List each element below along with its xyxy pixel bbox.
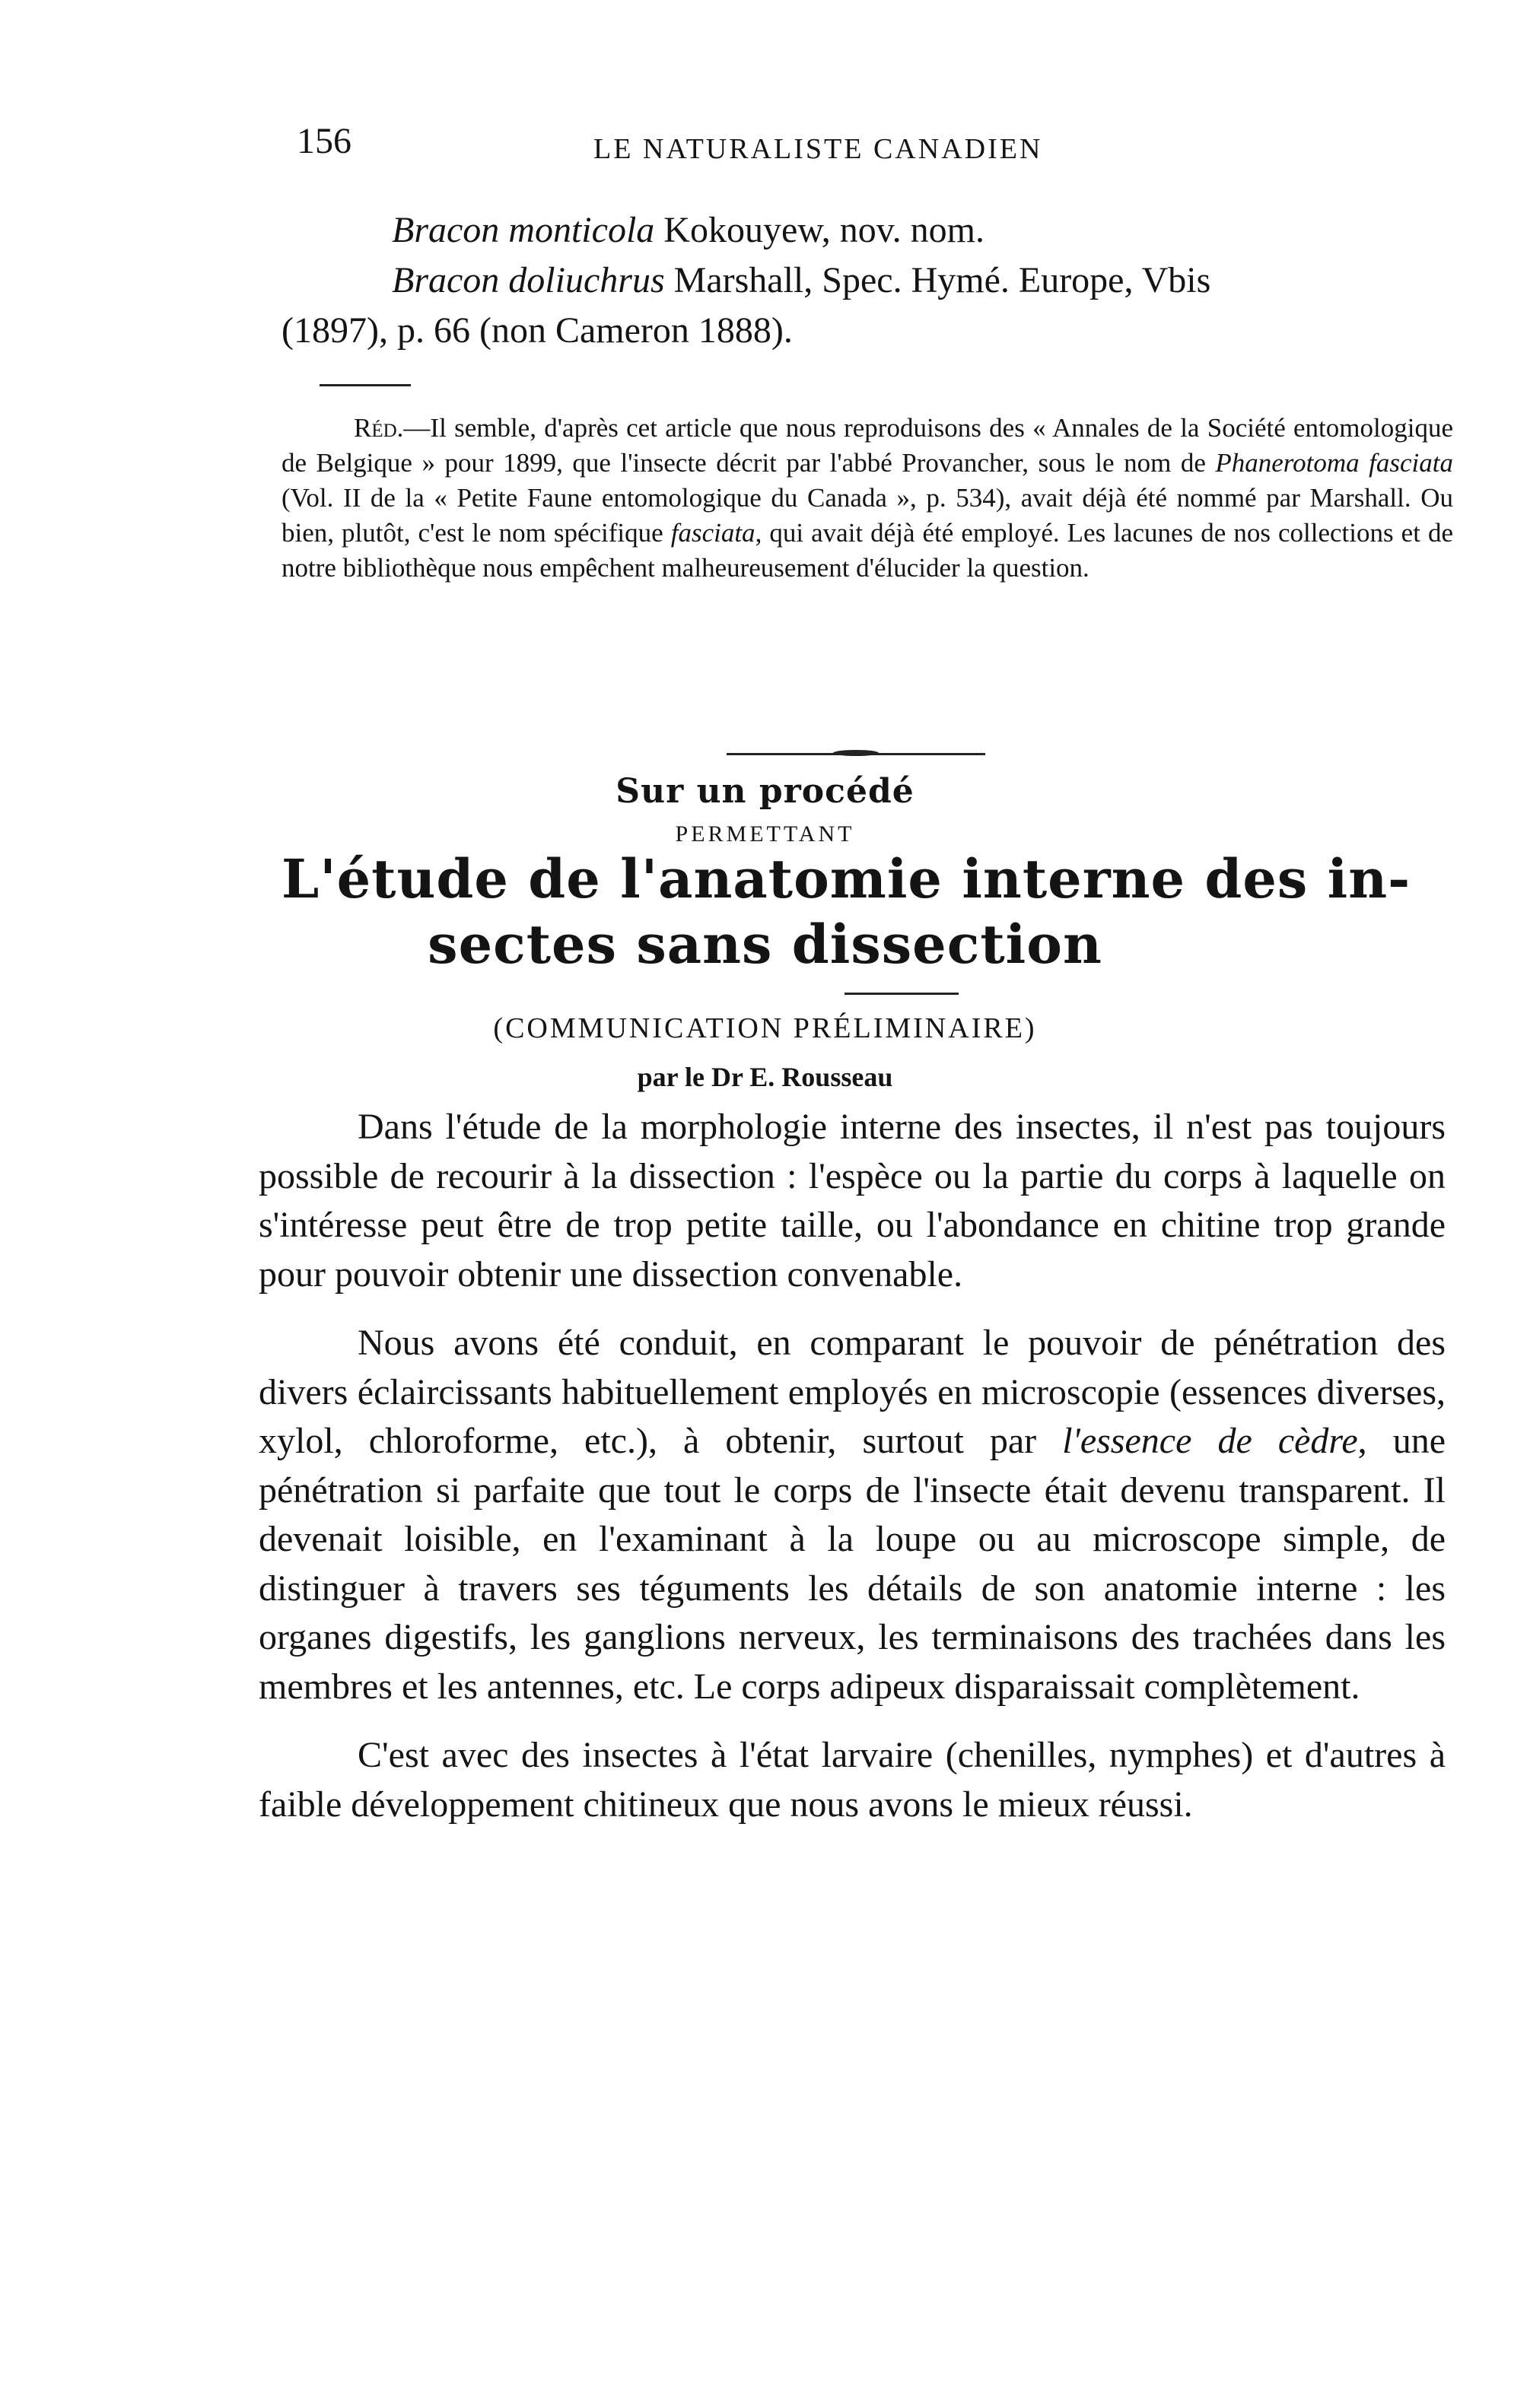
- reference-text: Kokouyew, nov. nom.: [663, 210, 985, 250]
- article-title-line2: sectes sans dissection: [428, 913, 1102, 976]
- note-label: Réd.: [354, 413, 404, 443]
- article-kicker: Sur un procédé: [615, 772, 915, 811]
- note-specific-name: fasciata: [670, 518, 755, 548]
- reference-text: Marshall, Spec. Hymé. Europe, Vbis: [673, 260, 1211, 300]
- note-species: Phanerotoma fasciata: [1215, 448, 1453, 478]
- reference-line: [282, 205, 1468, 256]
- reference-line: [282, 256, 1468, 306]
- editorial-note: [282, 411, 1453, 586]
- species-references: [282, 205, 1468, 356]
- ornamental-divider: [727, 753, 985, 755]
- article-title-line1: L'étude de l'anatomie interne des in-: [282, 847, 1411, 910]
- note-text: —Il semble, d'après cet article que nous reproduisons des « Annales de la Société entomologique de Belgique » pour 1899, que l'insecte décrit par l'abbé Provancher, sous le nom de: [282, 413, 1453, 478]
- section-rule: [320, 384, 411, 386]
- page-number: 156: [297, 121, 351, 161]
- species-name: Bracon doliuchrus: [392, 260, 665, 300]
- paragraph: [259, 1319, 1446, 1711]
- paragraph-text: Nous avons été conduit, en comparant le pouvoir de pénétration des divers éclaircissants habituellement employés en microscopie (essences diverses, xylol, chloroforme, etc.), à obtenir, surtout par: [259, 1323, 1446, 1461]
- title-rule: [845, 993, 959, 995]
- paragraph-text: , une pénétration si parfaite que tout le corps de l'insecte était devenu transparent. Il devenait loisible, en l'examinant à la loupe ou au microscope simple, de distinguer à travers ses téguments les détails de son anatomie interne : les organes digestifs, les ganglions nerveux, les terminaisons des trachées dans les membres et les antennes, etc. Le corps adipeux disparaissait complètement.: [259, 1421, 1446, 1707]
- page-header: [297, 120, 1484, 181]
- note-text: (Vol. II de la « Petite Faune entomologique du Canada », p. 534), avait déjà été nommé par Marshall. Ou bien, plutôt, c'est le nom spécifique: [282, 483, 1453, 548]
- species-name: Bracon monticola: [392, 210, 655, 250]
- article-communication: (COMMUNICATION PRÉLIMINAIRE): [493, 1012, 1037, 1044]
- article-subkicker: PERMETTANT: [675, 821, 855, 847]
- running-title: LE NATURALISTE CANADIEN: [593, 133, 1043, 165]
- paragraph: C'est avec des insectes à l'état larvaire (chenilles, nymphes) et d'autres à faible développement chitineux que nous avons le mieux réussi.: [259, 1735, 1446, 1825]
- article-body: [259, 1103, 1446, 1849]
- paragraph: Dans l'étude de la morphologie interne des insectes, il n'est pas toujours possible de recourir à la dissection : l'espèce ou la partie du corps à laquelle on s'intéresse peut être de trop petite taille, ou l'abondance en chitine trop grande pour pouvoir obtenir une dissection convenable.: [259, 1107, 1446, 1295]
- article-byline: par le Dr E. Rousseau: [637, 1062, 893, 1092]
- note-text: , qui avait déjà été employé. Les lacunes de nos collections et de notre bibliothèque nous empêchent malheureusement d'élucider la question.: [282, 518, 1453, 583]
- emphasis-text: l'essence de cèdre: [1062, 1421, 1358, 1461]
- reference-line: (1897), p. 66 (non Cameron 1888).: [282, 310, 793, 351]
